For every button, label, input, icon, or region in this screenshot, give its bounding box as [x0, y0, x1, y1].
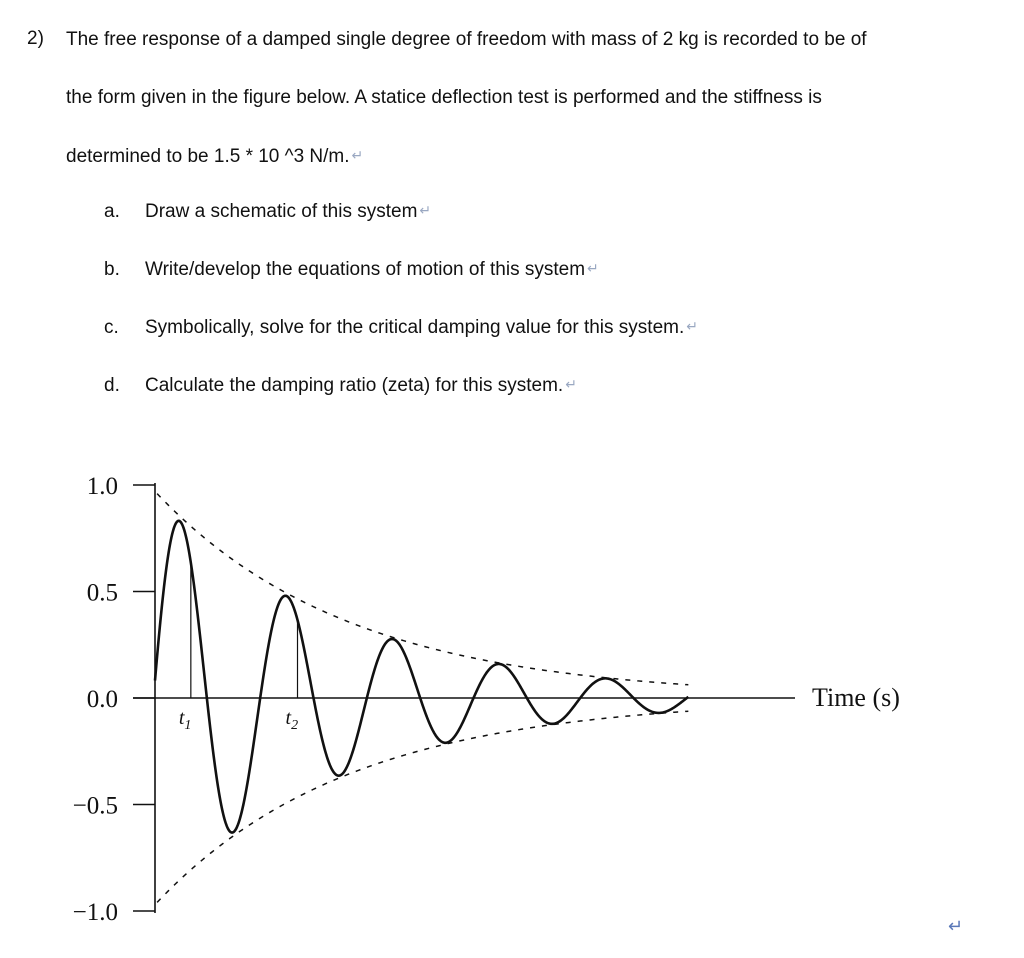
part-c-text: Symbolically, solve for the critical damping value for this system.: [145, 317, 685, 338]
y-tick-label: 1.0: [86, 473, 118, 500]
paragraph-mark-icon: ↵: [686, 318, 698, 334]
paragraph-mark-icon: ↵: [351, 147, 364, 163]
part-a-text: Draw a schematic of this system: [145, 201, 418, 222]
paragraph-mark-icon: ↵: [587, 260, 599, 276]
y-tick-labels: [73, 473, 118, 926]
y-tick-label: −1.0: [72, 899, 118, 926]
paragraph-end-icon: ↵: [948, 916, 964, 936]
peak-time-label: $t_2$: [285, 707, 299, 733]
peak-time-label: $t_1$: [178, 707, 192, 733]
paragraph-mark-icon: ↵: [419, 202, 432, 218]
y-ticks: [133, 485, 155, 911]
part-d-text: Calculate the damping ratio (zeta) for this system.: [145, 375, 564, 396]
y-tick-label: −0.5: [72, 792, 118, 820]
paragraph-mark-icon: ↵: [565, 376, 577, 392]
y-tick-label: 0.5: [86, 579, 118, 607]
question-number: 2): [27, 28, 44, 49]
part-c-letter: c.: [104, 317, 119, 338]
part-b-letter: b.: [104, 259, 120, 280]
question-line-3-text: determined to be 1.5 * 10 ^3 N/m.: [66, 146, 350, 167]
question-line-2-text: the form given in the figure below. A statice deflection test is performed and the stiffness is: [66, 87, 822, 108]
x-axis-label: Time (s): [812, 683, 900, 712]
upper-envelope-line: [157, 494, 688, 685]
y-tick-label: 0.0: [86, 686, 118, 713]
lower-envelope-line: [157, 711, 688, 902]
part-a-letter: a.: [104, 201, 120, 222]
time-annotations: [179, 563, 298, 733]
question-line-1-text: The free response of a damped single degree of freedom with mass of 2 kg is recorded to be of: [66, 29, 867, 50]
response-curve: [155, 521, 688, 833]
part-b-text: Write/develop the equations of motion of this system: [145, 259, 586, 280]
part-d-letter: d.: [104, 375, 120, 396]
